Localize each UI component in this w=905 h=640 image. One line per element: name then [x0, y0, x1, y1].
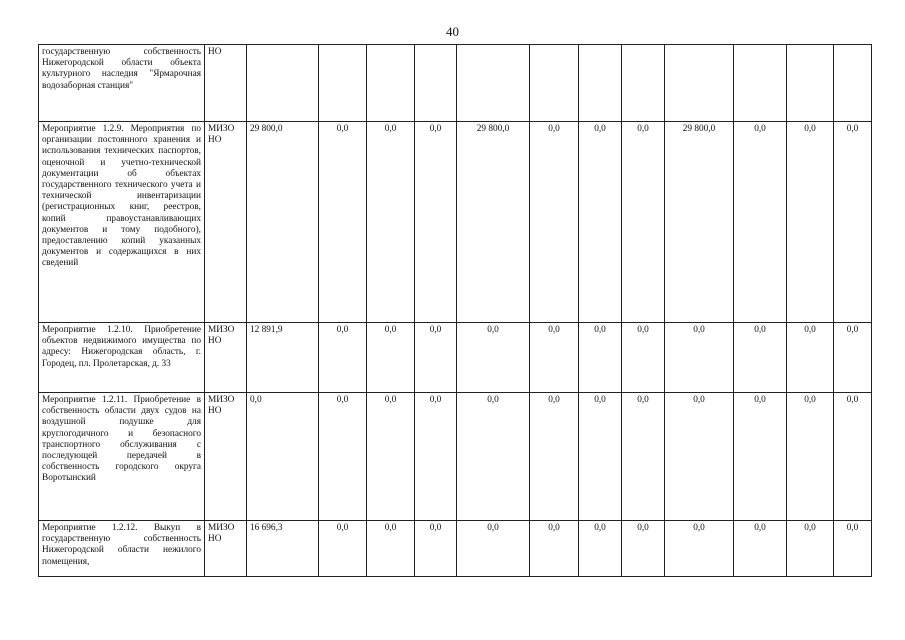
table-row [39, 393, 872, 521]
value-cell: 0,0 [622, 122, 665, 323]
value-cell: 0,0 [787, 393, 834, 521]
executor-label: МИЗО [208, 395, 235, 405]
value-cell: 0,0 [579, 122, 622, 323]
value-cell: 0,0 [319, 393, 367, 521]
value-cell [579, 45, 622, 122]
value-cell: 0,0 [319, 122, 367, 323]
table-row [39, 122, 872, 323]
value-cell: 0,0 [457, 323, 530, 393]
measure-description: Мероприятие 1.2.9. Мероприятия по организации постоянного хранения и использования технических паспортов, оценочной и учетно-технической документации об объектах государственного технического учета и технической инвентаризации (регистрационных книг, реестров, копий правоустанавливающих документов и тому подобного), предоставлению копий указанных документов и содержащихся в них сведений [39, 122, 205, 323]
value-cell: 0,0 [834, 323, 872, 393]
value-cell: 0,0 [734, 521, 787, 577]
measures-table [38, 44, 872, 577]
value-cell: 29 800,0 [665, 122, 734, 323]
value-cell: 0,0 [579, 323, 622, 393]
executor-cell [205, 393, 247, 521]
value-cell: 0,0 [367, 323, 415, 393]
table-row [39, 45, 872, 122]
value-cell: 0,0 [665, 393, 734, 521]
value-cell: 0,0 [734, 323, 787, 393]
table-row [39, 323, 872, 393]
value-cell: 0,0 [367, 393, 415, 521]
table-row [39, 521, 872, 577]
measure-description: Мероприятие 1.2.12. Выкуп в государственную собственность Нижегородской области нежилого помещения, [39, 521, 205, 577]
value-cell [367, 45, 415, 122]
value-cell: 0,0 [834, 393, 872, 521]
value-cell: 0,0 [579, 393, 622, 521]
value-cell [415, 45, 457, 122]
value-cell: 0,0 [622, 521, 665, 577]
executor-label: МИЗО [208, 124, 235, 134]
value-cell: 0,0 [579, 521, 622, 577]
executor-cell [205, 122, 247, 323]
value-cell: 0,0 [622, 393, 665, 521]
executor-cell [205, 521, 247, 577]
value-cell: 29 800,0 [247, 122, 319, 323]
value-cell: 0,0 [622, 323, 665, 393]
measure-description: Мероприятие 1.2.10. Приобретение объектов недвижимого имущества по адресу: Нижегородская область, г. Городец, пл. Пролетарская, д. 33 [39, 323, 205, 393]
value-cell [457, 45, 530, 122]
value-cell: 0,0 [734, 393, 787, 521]
value-cell: 29 800,0 [457, 122, 530, 323]
value-cell [665, 45, 734, 122]
value-cell: 0,0 [415, 323, 457, 393]
value-cell [787, 45, 834, 122]
value-cell: 0,0 [319, 521, 367, 577]
executor-label: МИЗО [208, 325, 235, 335]
value-cell: 0,0 [530, 521, 579, 577]
value-cell: 0,0 [415, 122, 457, 323]
value-cell [734, 45, 787, 122]
value-cell: 0,0 [787, 323, 834, 393]
value-cell: 12 891,9 [247, 323, 319, 393]
value-cell: 0,0 [415, 393, 457, 521]
executor-label: НО [208, 336, 222, 347]
value-cell [622, 45, 665, 122]
executor-label: НО [208, 534, 222, 545]
value-cell: 0,0 [367, 122, 415, 323]
executor-cell [205, 323, 247, 393]
executor-label: НО [208, 406, 222, 417]
page-number: 40 [446, 24, 459, 39]
value-cell: 0,0 [457, 521, 530, 577]
value-cell [834, 45, 872, 122]
value-cell: 0,0 [787, 122, 834, 323]
value-cell: 0,0 [787, 521, 834, 577]
value-cell: 0,0 [530, 122, 579, 323]
value-cell: 0,0 [415, 521, 457, 577]
value-cell [530, 45, 579, 122]
measure-description: Мероприятие 1.2.11. Приобретение в собственность области двух судов на воздушной подушке для круглогодичного и безопасного транспортного обслуживания с последующей передачей в собственность городского округа Воротынский [39, 393, 205, 521]
value-cell: 0,0 [367, 521, 415, 577]
value-cell: 0,0 [834, 122, 872, 323]
value-cell: 0,0 [665, 521, 734, 577]
value-cell: 0,0 [530, 323, 579, 393]
value-cell [319, 45, 367, 122]
value-cell: 0,0 [457, 393, 530, 521]
value-cell: 0,0 [834, 521, 872, 577]
value-cell [247, 45, 319, 122]
value-cell: 0,0 [734, 122, 787, 323]
executor-label: НО [208, 47, 222, 57]
executor-cell [205, 45, 247, 122]
value-cell: 0,0 [247, 393, 319, 521]
executor-label: НО [208, 135, 222, 146]
value-cell: 16 696,3 [247, 521, 319, 577]
executor-label: МИЗО [208, 523, 235, 533]
value-cell: 0,0 [530, 393, 579, 521]
value-cell: 0,0 [665, 323, 734, 393]
value-cell: 0,0 [319, 323, 367, 393]
measure-description: государственную собственность Нижегородской области объекта культурного наследия "Ярмарочная водозаборная станция" [39, 45, 205, 122]
